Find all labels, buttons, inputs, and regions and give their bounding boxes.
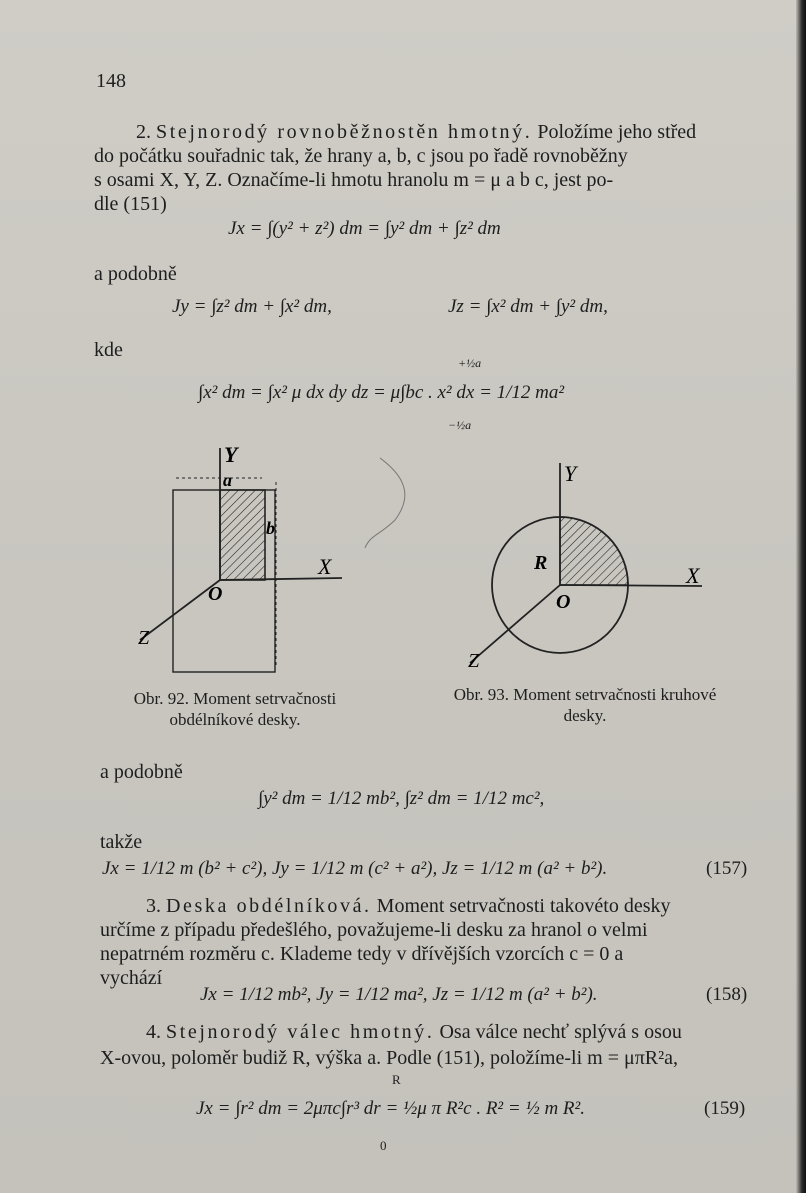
- label-b: b: [266, 518, 275, 538]
- equation-159: Jx = ∫r² dm = 2μπc∫r³ dr = ½μ π R²c . R² = ½ m R².: [196, 1098, 585, 1119]
- takze-label: takže: [100, 831, 143, 853]
- integral-159-lower-limit: 0: [380, 1138, 387, 1153]
- section2-first-line: [136, 120, 696, 144]
- section4-title: Stejnorodý válec hmotný.: [166, 1021, 435, 1043]
- section3-number: 3.: [146, 895, 161, 917]
- stray-mark: [365, 458, 405, 548]
- figure-92-rectangular-plate: [110, 440, 430, 690]
- section2-line4: dle (151): [94, 193, 167, 215]
- figure-93-caption: [405, 684, 765, 726]
- figure-93-caption-line2: desky.: [563, 706, 607, 725]
- section2-number: 2.: [136, 121, 151, 143]
- equation-157-number: (157): [706, 858, 748, 879]
- integral-lower-limit: −½a: [448, 418, 472, 432]
- label-r: R: [534, 552, 548, 574]
- section4-number: 4.: [146, 1021, 161, 1043]
- section3-line4: vychází: [100, 967, 163, 989]
- equation-158: Jx = 1/12 mb², Jy = 1/12 ma², Jz = 1/12 m (a² + b²).: [200, 984, 598, 1005]
- section2-line1-rest: Položíme jeho střed: [537, 121, 697, 143]
- page-edge-shadow: [796, 0, 806, 1193]
- figure-93-caption-line1: Obr. 93. Moment setrvačnosti kruhové: [453, 685, 717, 704]
- x-axis: [560, 585, 702, 586]
- label-o: O: [208, 583, 223, 605]
- figure-92-caption-line1: Obr. 92. Moment setrvačnosti: [133, 689, 337, 708]
- label-y: Y: [564, 461, 577, 486]
- integral-159-upper-limit: R: [392, 1072, 401, 1087]
- kde-label: kde: [94, 339, 123, 361]
- section4-line2: X-ovou, poloměr budiž R, výška a. Podle (151), položíme-li m = μπR²a,: [100, 1047, 679, 1069]
- section3-line2: určíme z případu předešlého, považujeme-li desku za hranol o velmi: [100, 919, 648, 941]
- equation-jx-text: Jx = ∫(y² + z²) dm = ∫y² dm + ∫z² dm: [228, 218, 501, 239]
- label-x: X: [318, 554, 332, 579]
- hatched-quarter: [220, 490, 265, 580]
- figure-92-caption: [90, 688, 380, 730]
- figure-93-circular-plate: [440, 455, 760, 675]
- equation-158-number: (158): [706, 984, 748, 1005]
- page-number: 148: [96, 70, 126, 92]
- figure-92-caption-line2: obdélníkové desky.: [169, 710, 301, 729]
- label-z: Z: [468, 650, 480, 672]
- label-y: Y: [224, 442, 238, 467]
- label-o: O: [556, 591, 571, 613]
- equation-x2-integral: ∫x² dm = ∫x² μ dx dy dz = μ∫bc . x² dx = 1/12 ma²: [198, 382, 565, 403]
- section2-line2: do počátku souřadnic tak, že hrany a, b, c jsou po řadě rovnoběžny: [94, 145, 628, 167]
- a-podobne-1: a podobně: [94, 263, 177, 285]
- section2-line3: s osami X, Y, Z. Označíme-li hmotu hranolu m = μ a b c, jest po-: [94, 169, 614, 191]
- section3-first-line: [146, 894, 670, 918]
- label-z: Z: [138, 627, 150, 649]
- equation-jy: Jy = ∫z² dm + ∫x² dm,: [172, 296, 332, 317]
- equation-y2-z2: ∫y² dm = 1/12 mb², ∫z² dm = 1/12 mc²,: [258, 788, 545, 809]
- section2-title: Stejnorodý rovnoběžnostěn hmotný.: [156, 121, 533, 143]
- section3-title: Deska obdélníková.: [166, 895, 372, 917]
- section3-line3: nepatrném rozměru c. Klademe tedy v dřívějších vzorcích c = 0 a: [100, 943, 624, 965]
- equation-157: Jx = 1/12 m (b² + c²), Jy = 1/12 m (c² + a²), Jz = 1/12 m (a² + b²).: [102, 858, 608, 879]
- section4-line1-rest: Osa válce nechť splývá s osou: [439, 1021, 682, 1043]
- section4-first-line: [146, 1020, 682, 1044]
- equation-159-number: (159): [704, 1098, 746, 1119]
- section3-line1-rest: Moment setrvačnosti takovéto desky: [376, 895, 671, 917]
- equation-jx: [228, 218, 501, 240]
- equation-jz: Jz = ∫x² dm + ∫y² dm,: [448, 296, 608, 317]
- label-a: a: [223, 470, 232, 490]
- label-x: X: [686, 563, 700, 588]
- a-podobne-2: a podobně: [100, 761, 183, 783]
- integral-upper-limit: +½a: [458, 356, 482, 370]
- hatched-sector: [560, 517, 628, 585]
